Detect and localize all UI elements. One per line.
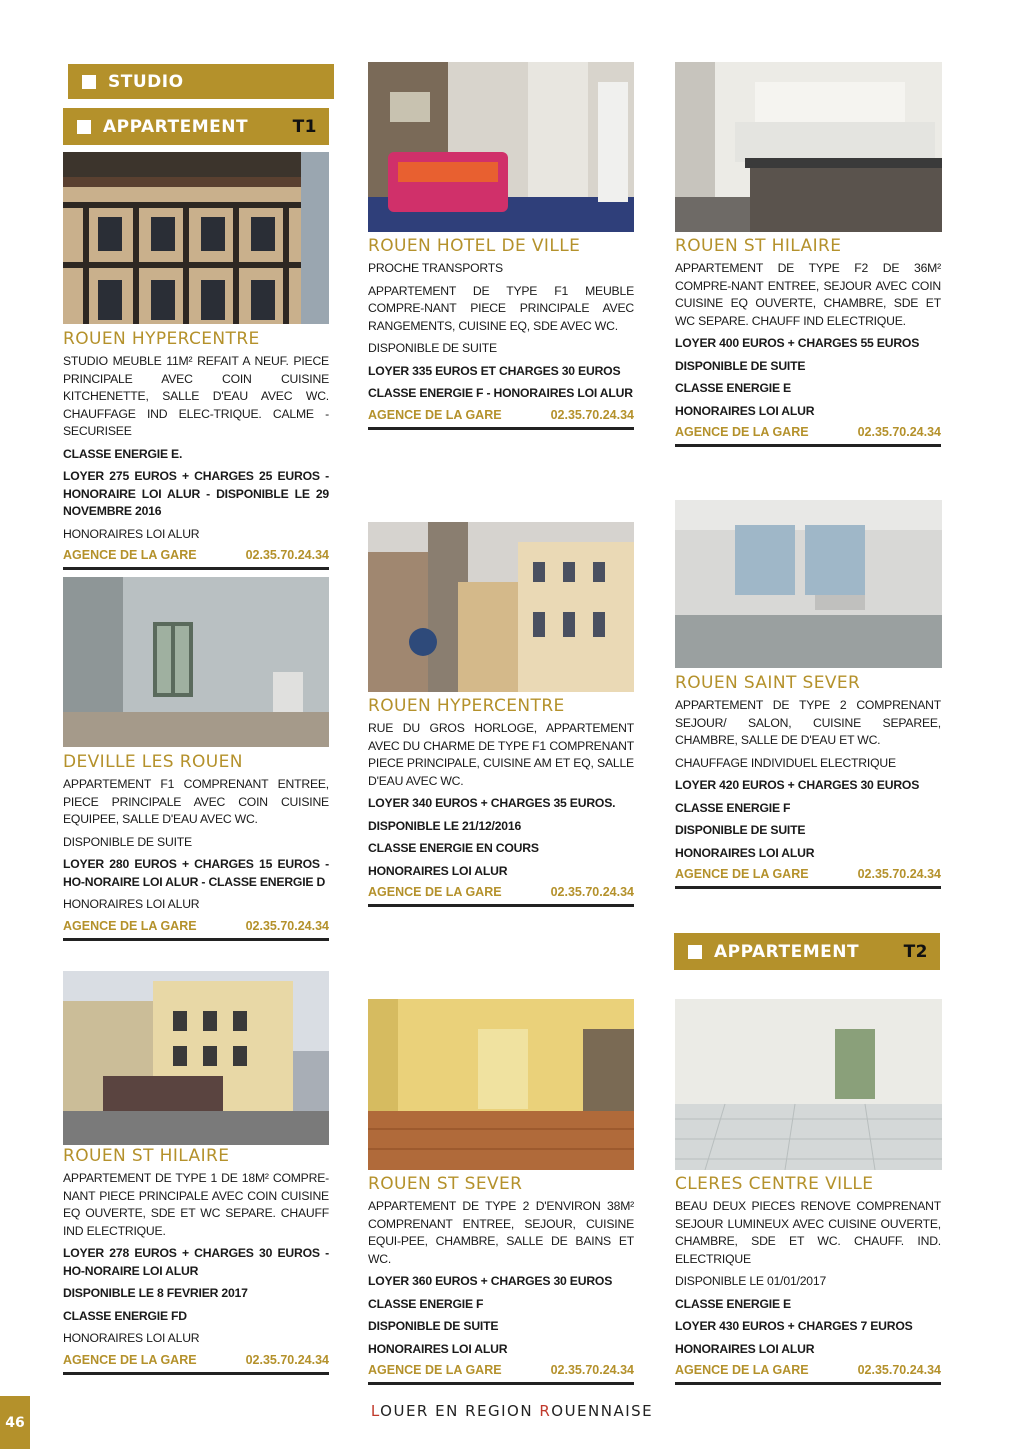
agency-phone[interactable]: 02.35.70.24.34	[857, 425, 941, 439]
listing-text: LOYER 278 EUROS + CHARGES 30 EUROS - HO-NORAIRE LOI ALUR	[63, 1246, 329, 1278]
agency-phone[interactable]: 02.35.70.24.34	[857, 1363, 941, 1377]
listing-text: APPARTEMENT DE TYPE F2 DE 36M² COMPRE-NANT ENTREE, SEJOUR AVEC COIN CUISINE EQ OUVERTE, CHAMBRE, SDE ET WC SEPARE. CHAUFF IND ELECTRIQUE.	[675, 261, 941, 328]
listing-text: DISPONIBLE LE 01/01/2017	[675, 1274, 827, 1288]
listing-text: DISPONIBLE LE 8 FEVRIER 2017	[63, 1286, 248, 1300]
listing-text: CLASSE ENERGIE F	[675, 800, 791, 815]
listing-text: LOYER 275 EUROS + CHARGES 25 EUROS - HONORAIRE LOI ALUR - DISPONIBLE LE 29 NOVEMBRE 2016	[63, 469, 329, 518]
listing-text: LOYER 360 EUROS + CHARGES 30 EUROS	[368, 1274, 613, 1288]
agency-phone[interactable]: 02.35.70.24.34	[245, 918, 329, 933]
footer-title: LOUER EN REGION ROUENNAISE	[370, 1402, 654, 1420]
listing-text: CLASSE ENERGIE EN COURS	[368, 841, 539, 855]
listing-city: ROUEN HOTEL DE VILLE	[368, 236, 581, 256]
listing-card	[675, 673, 941, 889]
listing-city: ROUEN HYPERCENTRE	[368, 696, 565, 716]
listing-card	[63, 1146, 329, 1375]
photo-red-sofa-room	[368, 62, 634, 232]
banner-label: APPARTEMENT	[103, 116, 249, 137]
photo-kitchen-counter	[675, 62, 942, 232]
listing-card	[368, 236, 634, 430]
listing-text: LOYER 340 EUROS + CHARGES 35 EUROS.	[368, 796, 616, 810]
listing-text: LOYER 420 EUROS + CHARGES 30 EUROS	[675, 778, 920, 792]
banner-tag: T1	[292, 116, 317, 137]
studio-banner	[68, 64, 334, 99]
page-number: 46	[0, 1396, 30, 1449]
listing-text: CLASSE ENERGIE F	[368, 1296, 484, 1311]
listing-text: APPARTEMENT DE TYPE F1 MEUBLE COMPRE-NANT PIECE PRINCIPALE AVEC RANGEMENTS, CUISINE EQ, SDE AVEC WC.	[368, 283, 634, 333]
banner-label: APPARTEMENT	[714, 941, 860, 962]
agency-phone[interactable]: 02.35.70.24.34	[857, 867, 941, 881]
agency-name: AGENCE DE LA GARE	[368, 1363, 502, 1377]
listing-card	[675, 1174, 941, 1385]
listing-card	[368, 1174, 634, 1385]
listing-text: HONORAIRES LOI ALUR	[63, 526, 200, 541]
agency-phone[interactable]: 02.35.70.24.34	[550, 885, 634, 899]
listing-city: ROUEN ST HILAIRE	[675, 236, 842, 256]
listing-text: DISPONIBLE DE SUITE	[675, 358, 806, 373]
agency-name: AGENCE DE LA GARE	[368, 407, 502, 422]
listing-text: APPARTEMENT F1 COMPRENANT ENTREE, PIECE PRINCIPALE AVEC COIN CUISINE EQUIPEE, SALLE D'EAU AVEC WC.	[63, 777, 329, 826]
listing-text: HONORAIRES LOI ALUR	[368, 863, 508, 878]
listing-text: CLASSE ENERGIE E	[675, 381, 791, 395]
agency-line	[368, 885, 634, 907]
agency-name: AGENCE DE LA GARE	[675, 425, 809, 439]
agency-line	[368, 408, 634, 430]
listing-text: HONORAIRES LOI ALUR	[63, 1331, 200, 1345]
listing-city: DEVILLE LES ROUEN	[63, 752, 243, 772]
photo-tiled-room	[675, 999, 942, 1170]
listing-text: CLASSE ENERGIE E	[675, 1296, 791, 1311]
banner-tag: T2	[903, 941, 928, 962]
listing-text: STUDIO MEUBLE 11M² REFAIT A NEUF. PIECE PRINCIPALE AVEC COIN CUISINE KITCHENETTE, SALLE D'EAU AVEC WC. CHAUFFAGE IND ELEC-TRIQUE. CALME - SECURISEE	[63, 354, 329, 438]
listing-card	[675, 236, 941, 447]
appartement-t2-banner	[674, 933, 940, 970]
agency-line	[675, 867, 941, 889]
listing-card	[63, 329, 329, 570]
listing-text: APPARTEMENT DE TYPE 2 D'ENVIRON 38M² COMPRENANT ENTREE, SEJOUR, CUISINE EQUI-PEE, CHAMBRE, SALLE DE BAINS ET WC.	[368, 1199, 634, 1266]
agency-line	[63, 919, 329, 941]
listing-text: HONORAIRES LOI ALUR	[368, 1341, 508, 1356]
agency-line	[675, 1363, 941, 1385]
agency-line	[63, 1353, 329, 1375]
listing-text: HONORAIRES LOI ALUR	[675, 845, 815, 860]
listing-city: ROUEN ST HILAIRE	[63, 1146, 230, 1166]
agency-phone[interactable]: 02.35.70.24.34	[550, 1363, 634, 1377]
listing-text: DISPONIBLE DE SUITE	[368, 1319, 499, 1333]
agency-phone[interactable]: 02.35.70.24.34	[245, 1352, 329, 1367]
listing-city: ROUEN HYPERCENTRE	[63, 329, 260, 349]
agency-name: AGENCE DE LA GARE	[63, 918, 197, 933]
listing-text: LOYER 430 EUROS + CHARGES 7 EUROS	[675, 1319, 913, 1333]
photo-timbered-facade	[63, 152, 329, 324]
listing-text: RUE DU GROS HORLOGE, APPARTEMENT AVEC DU CHARME DE TYPE F1 COMPRENANT PIECE PRINCIPALE, CUISINE AM ET EQ, SALLE D'EAU AVEC WC.	[368, 721, 634, 788]
agency-phone[interactable]: 02.35.70.24.34	[550, 407, 634, 422]
listing-city: ROUEN ST SEVER	[368, 1174, 523, 1194]
listing-text: CLASSE ENERGIE F - HONORAIRES LOI ALUR	[368, 386, 633, 400]
square-bullet-icon	[688, 945, 702, 959]
listing-text: APPARTEMENT DE TYPE 1 DE 18M² COMPRE-NANT PIECE PRINCIPALE AVEC COIN CUISINE EQ OUVERTE, SDE ET WC SEPARE. CHAUFF IND ELECTRIQUE.	[63, 1171, 329, 1238]
photo-empty-room-window	[63, 577, 329, 747]
square-bullet-icon	[77, 120, 91, 134]
photo-clock-street	[368, 522, 634, 692]
agency-name: AGENCE DE LA GARE	[63, 1352, 197, 1367]
square-bullet-icon	[82, 75, 96, 89]
listing-card	[368, 696, 634, 907]
agency-phone[interactable]: 02.35.70.24.34	[245, 548, 329, 562]
listing-text: BEAU DEUX PIECES RENOVE COMPRENANT SEJOUR LUMINEUX AVEC CUISINE OUVERTE, CHAMBRE, SDE ET WC. CHAUFF. IND. ELECTRIQUE	[675, 1199, 941, 1266]
agency-name: AGENCE DE LA GARE	[675, 1363, 809, 1377]
appartement-t1-banner	[63, 108, 329, 145]
listing-text: DISPONIBLE DE SUITE	[368, 341, 497, 355]
listing-text: HONORAIRES LOI ALUR	[63, 897, 200, 911]
agency-name: AGENCE DE LA GARE	[675, 867, 809, 881]
listing-city: CLERES CENTRE VILLE	[675, 1174, 874, 1194]
agency-name: AGENCE DE LA GARE	[368, 885, 502, 899]
listing-city: ROUEN SAINT SEVER	[675, 673, 861, 693]
photo-bright-empty-room	[675, 500, 942, 668]
listing-text: LOYER 400 EUROS + CHARGES 55 EUROS	[675, 336, 920, 350]
listing-text: HONORAIRES LOI ALUR	[675, 403, 815, 418]
agency-line	[675, 425, 941, 447]
agency-line	[63, 548, 329, 570]
agency-name: AGENCE DE LA GARE	[63, 548, 197, 562]
listing-text: LOYER 280 EUROS + CHARGES 15 EUROS - HO-NORAIRE LOI ALUR - CLASSE ENERGIE D	[63, 857, 329, 889]
listing-text: APPARTEMENT DE TYPE 2 COMPRENANT SEJOUR/ SALON, CUISINE SEPAREE, CHAMBRE, SALLE DE D'EAU ET WC.	[675, 698, 941, 747]
listing-text: PROCHE TRANSPORTS	[368, 261, 503, 275]
photo-wood-floor-room	[368, 999, 634, 1170]
photo-building-exterior	[63, 971, 329, 1145]
listing-text: CHAUFFAGE INDIVIDUEL ELECTRIQUE	[675, 755, 896, 770]
listing-text: CLASSE ENERGIE FD	[63, 1308, 187, 1323]
listing-text: DISPONIBLE DE SUITE	[675, 823, 806, 837]
listing-text: HONORAIRES LOI ALUR	[675, 1341, 815, 1356]
agency-line	[368, 1363, 634, 1385]
listing-card	[63, 752, 329, 941]
listing-text: DISPONIBLE LE 21/12/2016	[368, 818, 522, 833]
listing-text: CLASSE ENERGIE E.	[63, 446, 183, 461]
banner-label: STUDIO	[108, 71, 184, 92]
listing-text: LOYER 335 EUROS ET CHARGES 30 EUROS	[368, 363, 621, 378]
listing-text: DISPONIBLE DE SUITE	[63, 834, 192, 849]
